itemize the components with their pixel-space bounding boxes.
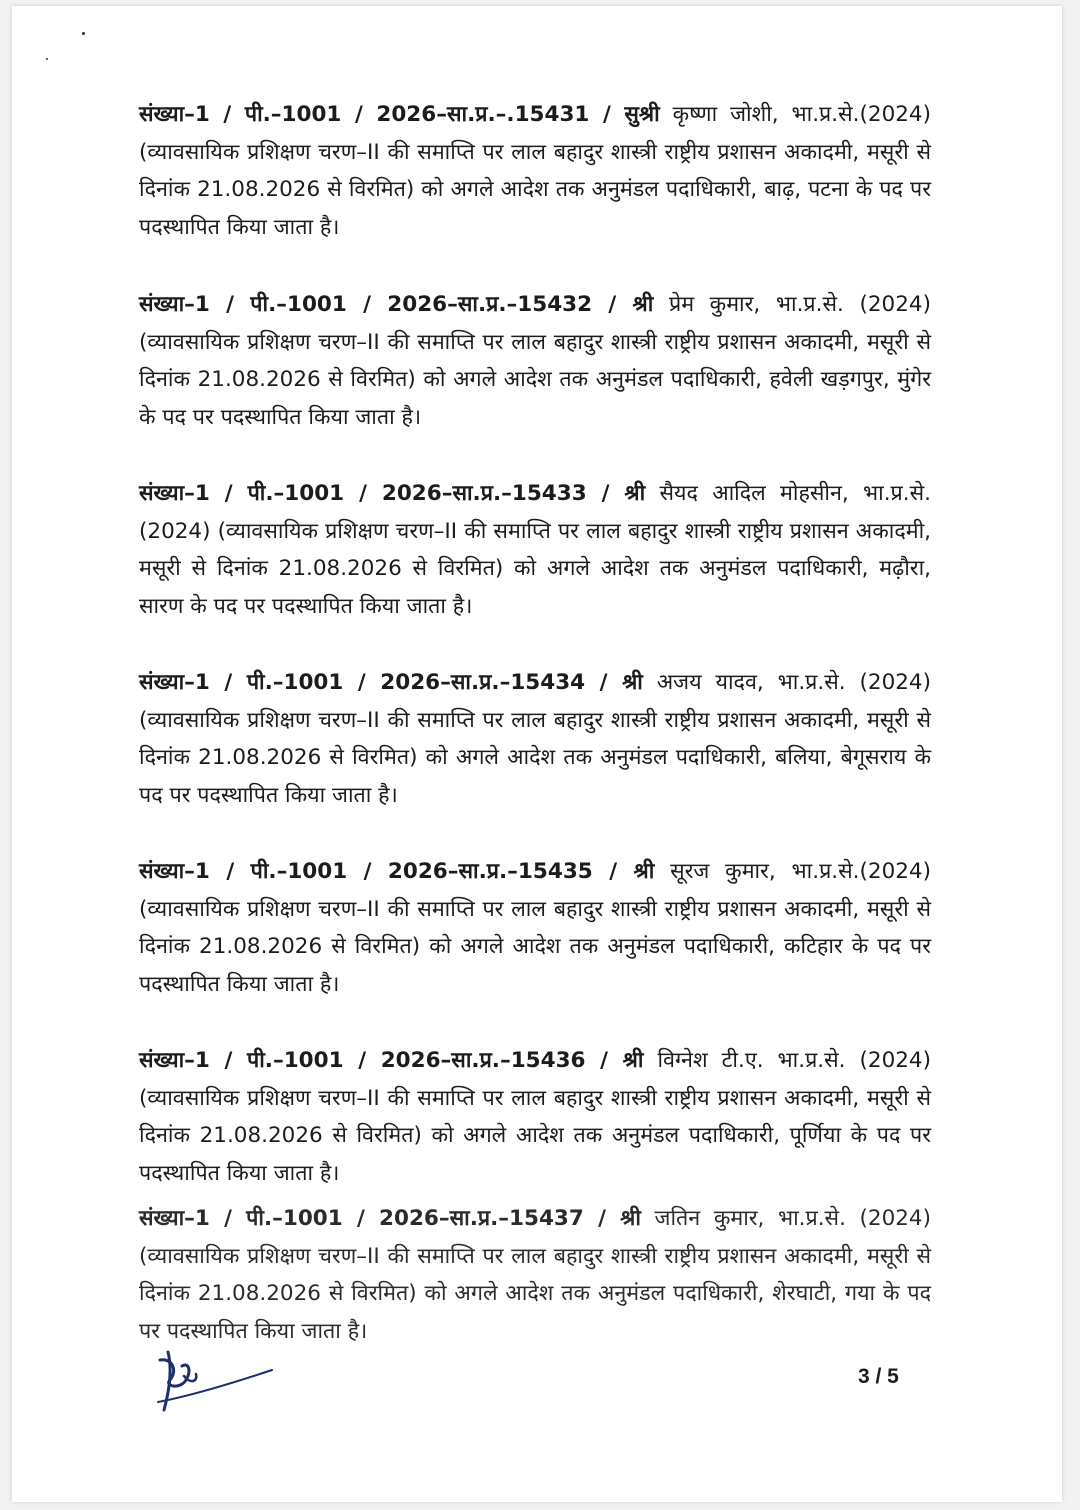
order-body: सूरज कुमार, भा.प्र.से.(2024) (व्यावसायिक प्रशिक्षण चरण–II की समाप्ति पर लाल बहादुर शास्त्री राष्ट्रीय प्रशासन अकादमी, मसूरी से दिनांक 21.08.2026 से विरमित) को अगले आदेश तक अनुमंडल पदाधिकारी, कटिहार के पद पर पदस्थापित किया जाता है। xyxy=(139,859,932,997)
order-reference: संख्या–1 / पी.–1001 / 2026–सा.प्र.–.15431 / सुश्री xyxy=(139,102,660,127)
order-body: अजय यादव, भा.प्र.से. (2024) (व्यावसायिक प्रशिक्षण चरण–II की समाप्ति पर लाल बहादुर शास्त्री राष्ट्रीय प्रशासन अकादमी, मसूरी से दिनांक 21.08.2026 से विरमित) को अगले आदेश तक अनुमंडल पदाधिकारी, बलिया, बेगूसराय के पद पर पदस्थापित किया जाता है। xyxy=(139,670,931,808)
order-reference: संख्या–1 / पी.–1001 / 2026–सा.प्र.–15434 / श्री xyxy=(139,670,643,695)
order-paragraph-1 xyxy=(139,96,931,246)
order-paragraph-5 xyxy=(139,853,931,1003)
order-body: प्रेम कुमार, भा.प्र.से. (2024) (व्यावसायिक प्रशिक्षण चरण–II की समाप्ति पर लाल बहादुर शास्त्री राष्ट्रीय प्रशासन अकादमी, मसूरी से दिनांक 21.08.2026 से विरमित) को अगले आदेश तक अनुमंडल पदाधिकारी, हवेली खड़गपुर, मुंगेर के पद पर पदस्थापित किया जाता है। xyxy=(139,292,931,430)
order-reference: संख्या–1 / पी.–1001 / 2026–सा.प्र.–15432 / श्री xyxy=(139,292,654,317)
order-paragraph-2 xyxy=(139,286,931,436)
signature-icon xyxy=(150,1340,280,1420)
order-body: जतिन कुमार, भा.प्र.से. (2024) (व्यावसायिक प्रशिक्षण चरण–II की समाप्ति पर लाल बहादुर शास्त्री राष्ट्रीय प्रशासन अकादमी, मसूरी से दिनांक 21.08.2026 से विरमित) को अगले आदेश तक अनुमंडल पदाधिकारी, शेरघाटी, गया के पद पर पदस्थापित किया जाता है। xyxy=(139,1206,931,1344)
order-paragraph-3 xyxy=(139,475,931,625)
page-number: 3 / 5 xyxy=(858,1365,899,1388)
order-body: विग्नेश टी.ए. भा.प्र.से. (2024) (व्यावसायिक प्रशिक्षण चरण–II की समाप्ति पर लाल बहादुर शास्त्री राष्ट्रीय प्रशासन अकादमी, मसूरी से दिनांक 21.08.2026 से विरमित) को अगले आदेश तक अनुमंडल पदाधिकारी, पूर्णिया के पद पर पदस्थापित किया जाता है। xyxy=(139,1048,931,1186)
order-paragraph-4 xyxy=(139,664,931,814)
order-body: कृष्णा जोशी, भा.प्र.से.(2024) (व्यावसायिक प्रशिक्षण चरण–II की समाप्ति पर लाल बहादुर शास्त्री राष्ट्रीय प्रशासन अकादमी, मसूरी से दिनांक 21.08.2026 से विरमित) को अगले आदेश तक अनुमंडल पदाधिकारी, बाढ़, पटना के पद पर पदस्थापित किया जाता है। xyxy=(139,102,931,240)
order-paragraph-7 xyxy=(139,1200,931,1350)
order-reference: संख्या–1 / पी.–1001 / 2026–सा.प्र.–15433 / श्री xyxy=(139,481,646,506)
scan-speck xyxy=(46,58,48,60)
order-reference: संख्या–1 / पी.–1001 / 2026–सा.प्र.–15437 / श्री xyxy=(139,1206,641,1231)
order-body: सैयद आदिल मोहसीन, भा.प्र.से. (2024) (व्यावसायिक प्रशिक्षण चरण–II की समाप्ति पर लाल बहादुर शास्त्री राष्ट्रीय प्रशासन अकादमी, मसूरी से दिनांक 21.08.2026 से विरमित) को अगले आदेश तक अनुमंडल पदाधिकारी, मढ़ौरा, सारण के पद पर पदस्थापित किया जाता है। xyxy=(139,481,931,619)
scan-speck xyxy=(82,32,85,35)
order-reference: संख्या–1 / पी.–1001 / 2026–सा.प्र.–15435 / श्री xyxy=(139,859,655,884)
order-reference: संख्या–1 / पी.–1001 / 2026–सा.प्र.–15436 / श्री xyxy=(139,1048,644,1073)
order-paragraph-6 xyxy=(139,1042,931,1192)
